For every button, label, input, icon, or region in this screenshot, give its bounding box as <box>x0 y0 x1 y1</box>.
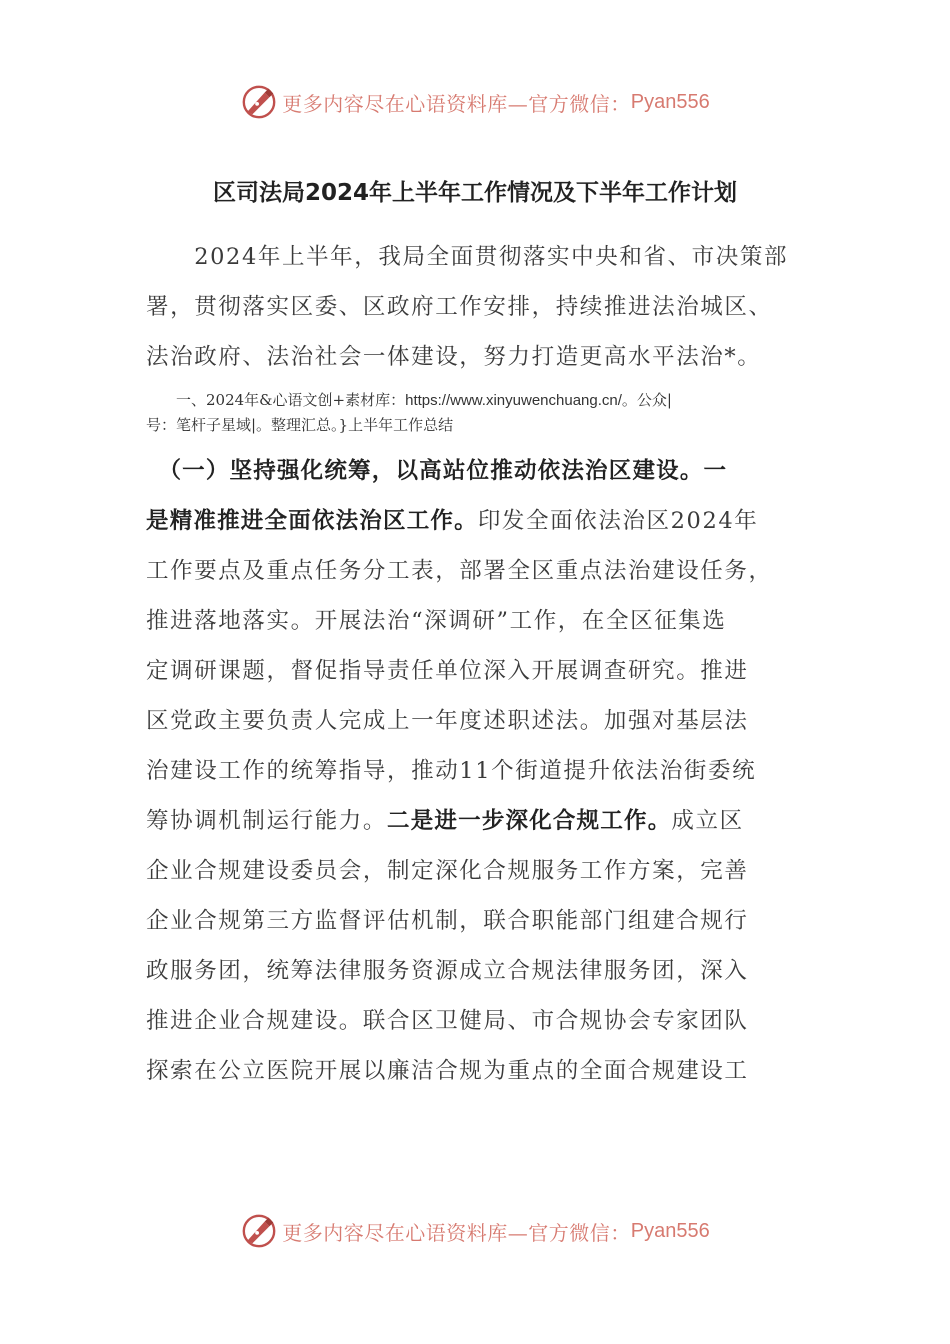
banner-text: 更多内容尽在心语资料库—官方微信： <box>282 91 631 116</box>
section-1-heading: （一）坚持强化统筹，以高站位推动依法治区建设。一 <box>146 458 728 484</box>
section-heading <box>146 388 816 438</box>
body-line: 企业合规第三方监督评估机制，联合职能部门组建合规行 <box>146 908 749 934</box>
body-line: 工作要点及重点任务分工表，部署全区重点法治建设任务， <box>146 558 773 584</box>
intro-line: 法治政府、法治社会一体建设，努力打造更高水平法治*。 <box>146 344 762 370</box>
pen-nib-logo-icon <box>240 83 278 121</box>
intro-paragraph <box>146 232 806 382</box>
section-heading-line2: 号：笔杆子星域|。整理汇总。}上半年工作总结 <box>146 416 454 434</box>
point-1-heading: 是精准推进全面依法治区工作。 <box>146 508 478 534</box>
body-line: 企业合规建设委员会，制定深化合规服务工作方案，完善 <box>146 858 749 884</box>
banner-text: 更多内容尽在心语资料库—官方微信： <box>282 1220 631 1245</box>
body-line: 区党政主要负责人完成上一年度述职述法。加强对基层法 <box>146 708 749 734</box>
body-line <box>146 496 806 546</box>
document-title: 区司法局2024年上半年工作情况及下半年工作计划 <box>212 180 737 206</box>
body-line: 治建设工作的统筹指导，推动11个街道提升依法治街委统 <box>146 758 757 784</box>
section-1-paragraph <box>146 446 806 1096</box>
body-line: 定调研课题，督促指导责任单位深入开展调查研究。推进 <box>146 658 749 684</box>
pen-nib-logo-icon <box>240 1212 278 1250</box>
body-line: 推进落地落实。开展法治“深调研”工作，在全区征集选 <box>146 608 727 634</box>
header-banner <box>0 82 950 122</box>
body-text: 筹协调机制运行能力。 <box>146 808 388 834</box>
body-line: 推进企业合规建设。联合区卫健局、市合规协会专家团队 <box>146 1008 749 1034</box>
point-2-heading: 二是进一步深化合规工作。 <box>387 808 672 834</box>
body-text: 印发全面依法治区2024年 <box>477 508 759 534</box>
wechat-id: Pyan556 <box>630 90 710 113</box>
heading-suffix: 。公众| <box>621 391 672 409</box>
body-text: 成立区 <box>671 808 744 834</box>
wechat-id: Pyan556 <box>630 1219 710 1242</box>
footer-banner <box>0 1211 950 1251</box>
body-line: 政服务团，统筹法律服务资源成立合规法律服务团，深入 <box>146 958 749 984</box>
intro-line: 署，贯彻落实区委、区政府工作安排，持续推进法治城区、 <box>146 294 773 320</box>
heading-prefix: 一、2024年&心语文创+素材库： <box>146 391 406 409</box>
body-line: 探索在公立医院开展以廉洁合规为重点的全面合规建设工 <box>146 1058 749 1084</box>
body-line <box>146 796 806 846</box>
section-heading-line1 <box>146 388 816 413</box>
source-url-link[interactable]: https://www.xinyuwenchuang.cn/ <box>405 392 622 409</box>
intro-line: 2024年上半年，我局全面贯彻落实中央和省、市决策部 <box>146 244 789 270</box>
